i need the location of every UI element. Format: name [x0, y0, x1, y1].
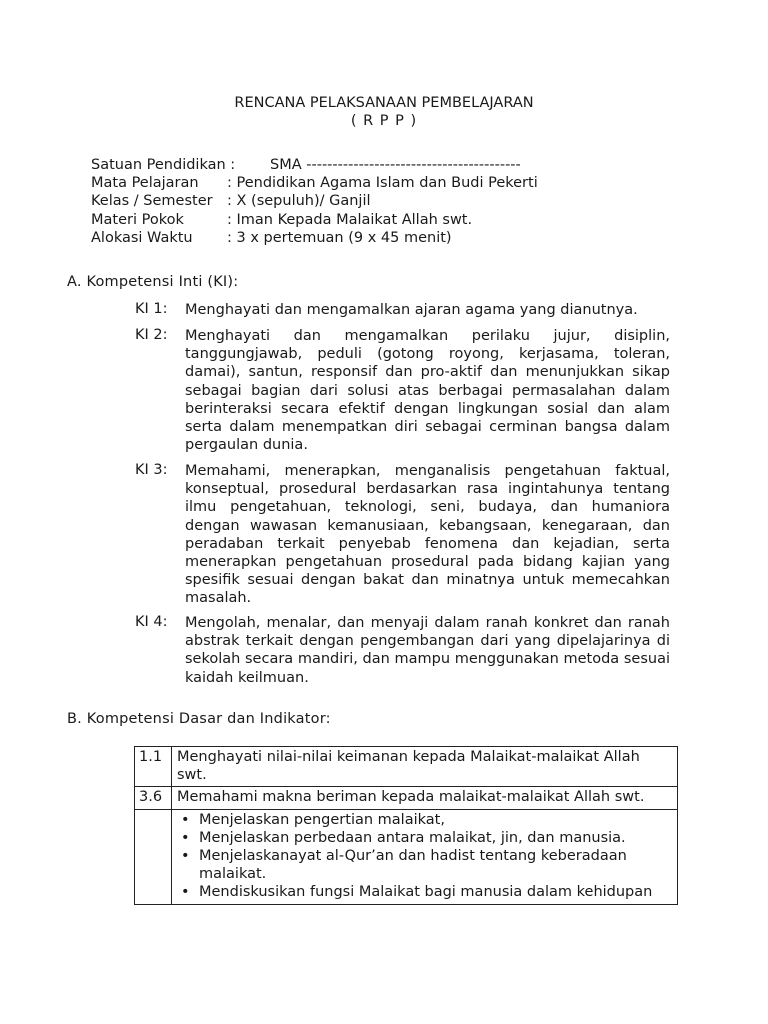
document-title: RENCANA PELAKSANAAN PEMBELAJARAN: [234, 95, 534, 111]
list-item: [177, 883, 672, 901]
kd-text: Menghayati nilai-nilai keimanan kepada Malaikat-malaikat Allah swt.: [172, 747, 678, 787]
section-a-heading: A. Kompetensi Inti (KI):: [67, 274, 239, 290]
table-row: [135, 747, 678, 787]
ki-label: KI 3:: [135, 462, 168, 478]
info-value: SMA -----------------------------------------: [270, 157, 521, 173]
info-value: : Iman Kepada Malaikat Allah swt.: [227, 211, 473, 228]
info-label: Satuan Pendidikan :: [91, 157, 236, 173]
info-label: Materi Pokok: [91, 211, 184, 228]
ki-text: Menghayati dan mengamalkan perilaku jujur, disiplin, tanggungjawab, peduli (gotong royong, kerjasama, toleran, damai), santun, responsif dan pro-aktif dan menunjukkan sikap sebagai bagian dari solusi atas berbagai permasalahan dalam berinteraksi secara efektif dengan lingkungan sosial dan alam serta dalam menempatkan diri sebagai cerminan bangsa dalam pergaulan dunia.: [185, 328, 670, 454]
list-item: [177, 811, 672, 829]
indicator-cell: [172, 809, 678, 904]
bullet-icon: •: [181, 884, 190, 901]
indicator-text: Menjelaskan perbedaan antara malaikat, jin, dan manusia.: [199, 829, 626, 846]
ki-label: KI 1:: [135, 301, 168, 317]
indicator-text: Menjelaskan pengertian malaikat,: [199, 811, 445, 828]
list-item: [177, 847, 672, 883]
ki-text: Memahami, menerapkan, menganalisis pengetahuan faktual, konseptual, prosedural berdasarkan rasa ingintahunya tentang ilmu pengetahuan, teknologi, seni, budaya, dan humaniora dengan wawasan kemanusiaan, kebangsaan, kenegaraan, dan peradaban terkait penyebab fenomena dan kejadian, serta menerapkan pengetahuan prosedural pada bidang kajian yang spesifik sesuai dengan bakat dan minatnya untuk memecahkan masalah.: [185, 463, 670, 607]
kd-number: 1.1: [135, 747, 172, 787]
indicator-text: Menjelaskanayat al-Qur’an dan hadist tentang keberadaan malaikat.: [199, 848, 627, 883]
indicator-list: [177, 811, 672, 902]
table-row: [135, 787, 678, 809]
bullet-icon: •: [181, 811, 190, 828]
info-value: : Pendidikan Agama Islam dan Budi Pekerti: [227, 175, 538, 192]
list-item: [177, 829, 672, 847]
empty-cell: [135, 809, 172, 904]
info-label: Kelas / Semester: [91, 193, 213, 210]
ki-label: KI 2:: [135, 327, 168, 343]
kd-number: 3.6: [135, 787, 172, 809]
info-value: : 3 x pertemuan (9 x 45 menit): [227, 229, 452, 246]
info-label: Alokasi Waktu: [91, 229, 193, 246]
kd-text: Memahami makna beriman kepada malaikat-malaikat Allah swt.: [172, 787, 678, 809]
ki-text: Menghayati dan mengamalkan ajaran agama yang dianutnya.: [185, 302, 638, 318]
table-row: [135, 809, 678, 904]
section-b-heading: B. Kompetensi Dasar dan Indikator:: [67, 711, 331, 727]
kd-table: [134, 746, 678, 905]
info-label: Mata Pelajaran: [91, 175, 199, 192]
bullet-icon: •: [181, 848, 190, 865]
document-subtitle: ( R P P ): [350, 113, 418, 129]
indicator-text: Mendiskusikan fungsi Malaikat bagi manusia dalam kehidupan: [199, 884, 653, 901]
ki-text: Mengolah, menalar, dan menyaji dalam ranah konkret dan ranah abstrak terkait dengan pengembangan dari yang dipelajarinya di sekolah secara mandiri, dan mampu menggunakan metoda sesuai kaidah keilmuan.: [185, 615, 670, 686]
bullet-icon: •: [181, 829, 190, 846]
ki-label: KI 4:: [135, 614, 168, 630]
info-value: : X (sepuluh)/ Ganjil: [227, 193, 371, 210]
